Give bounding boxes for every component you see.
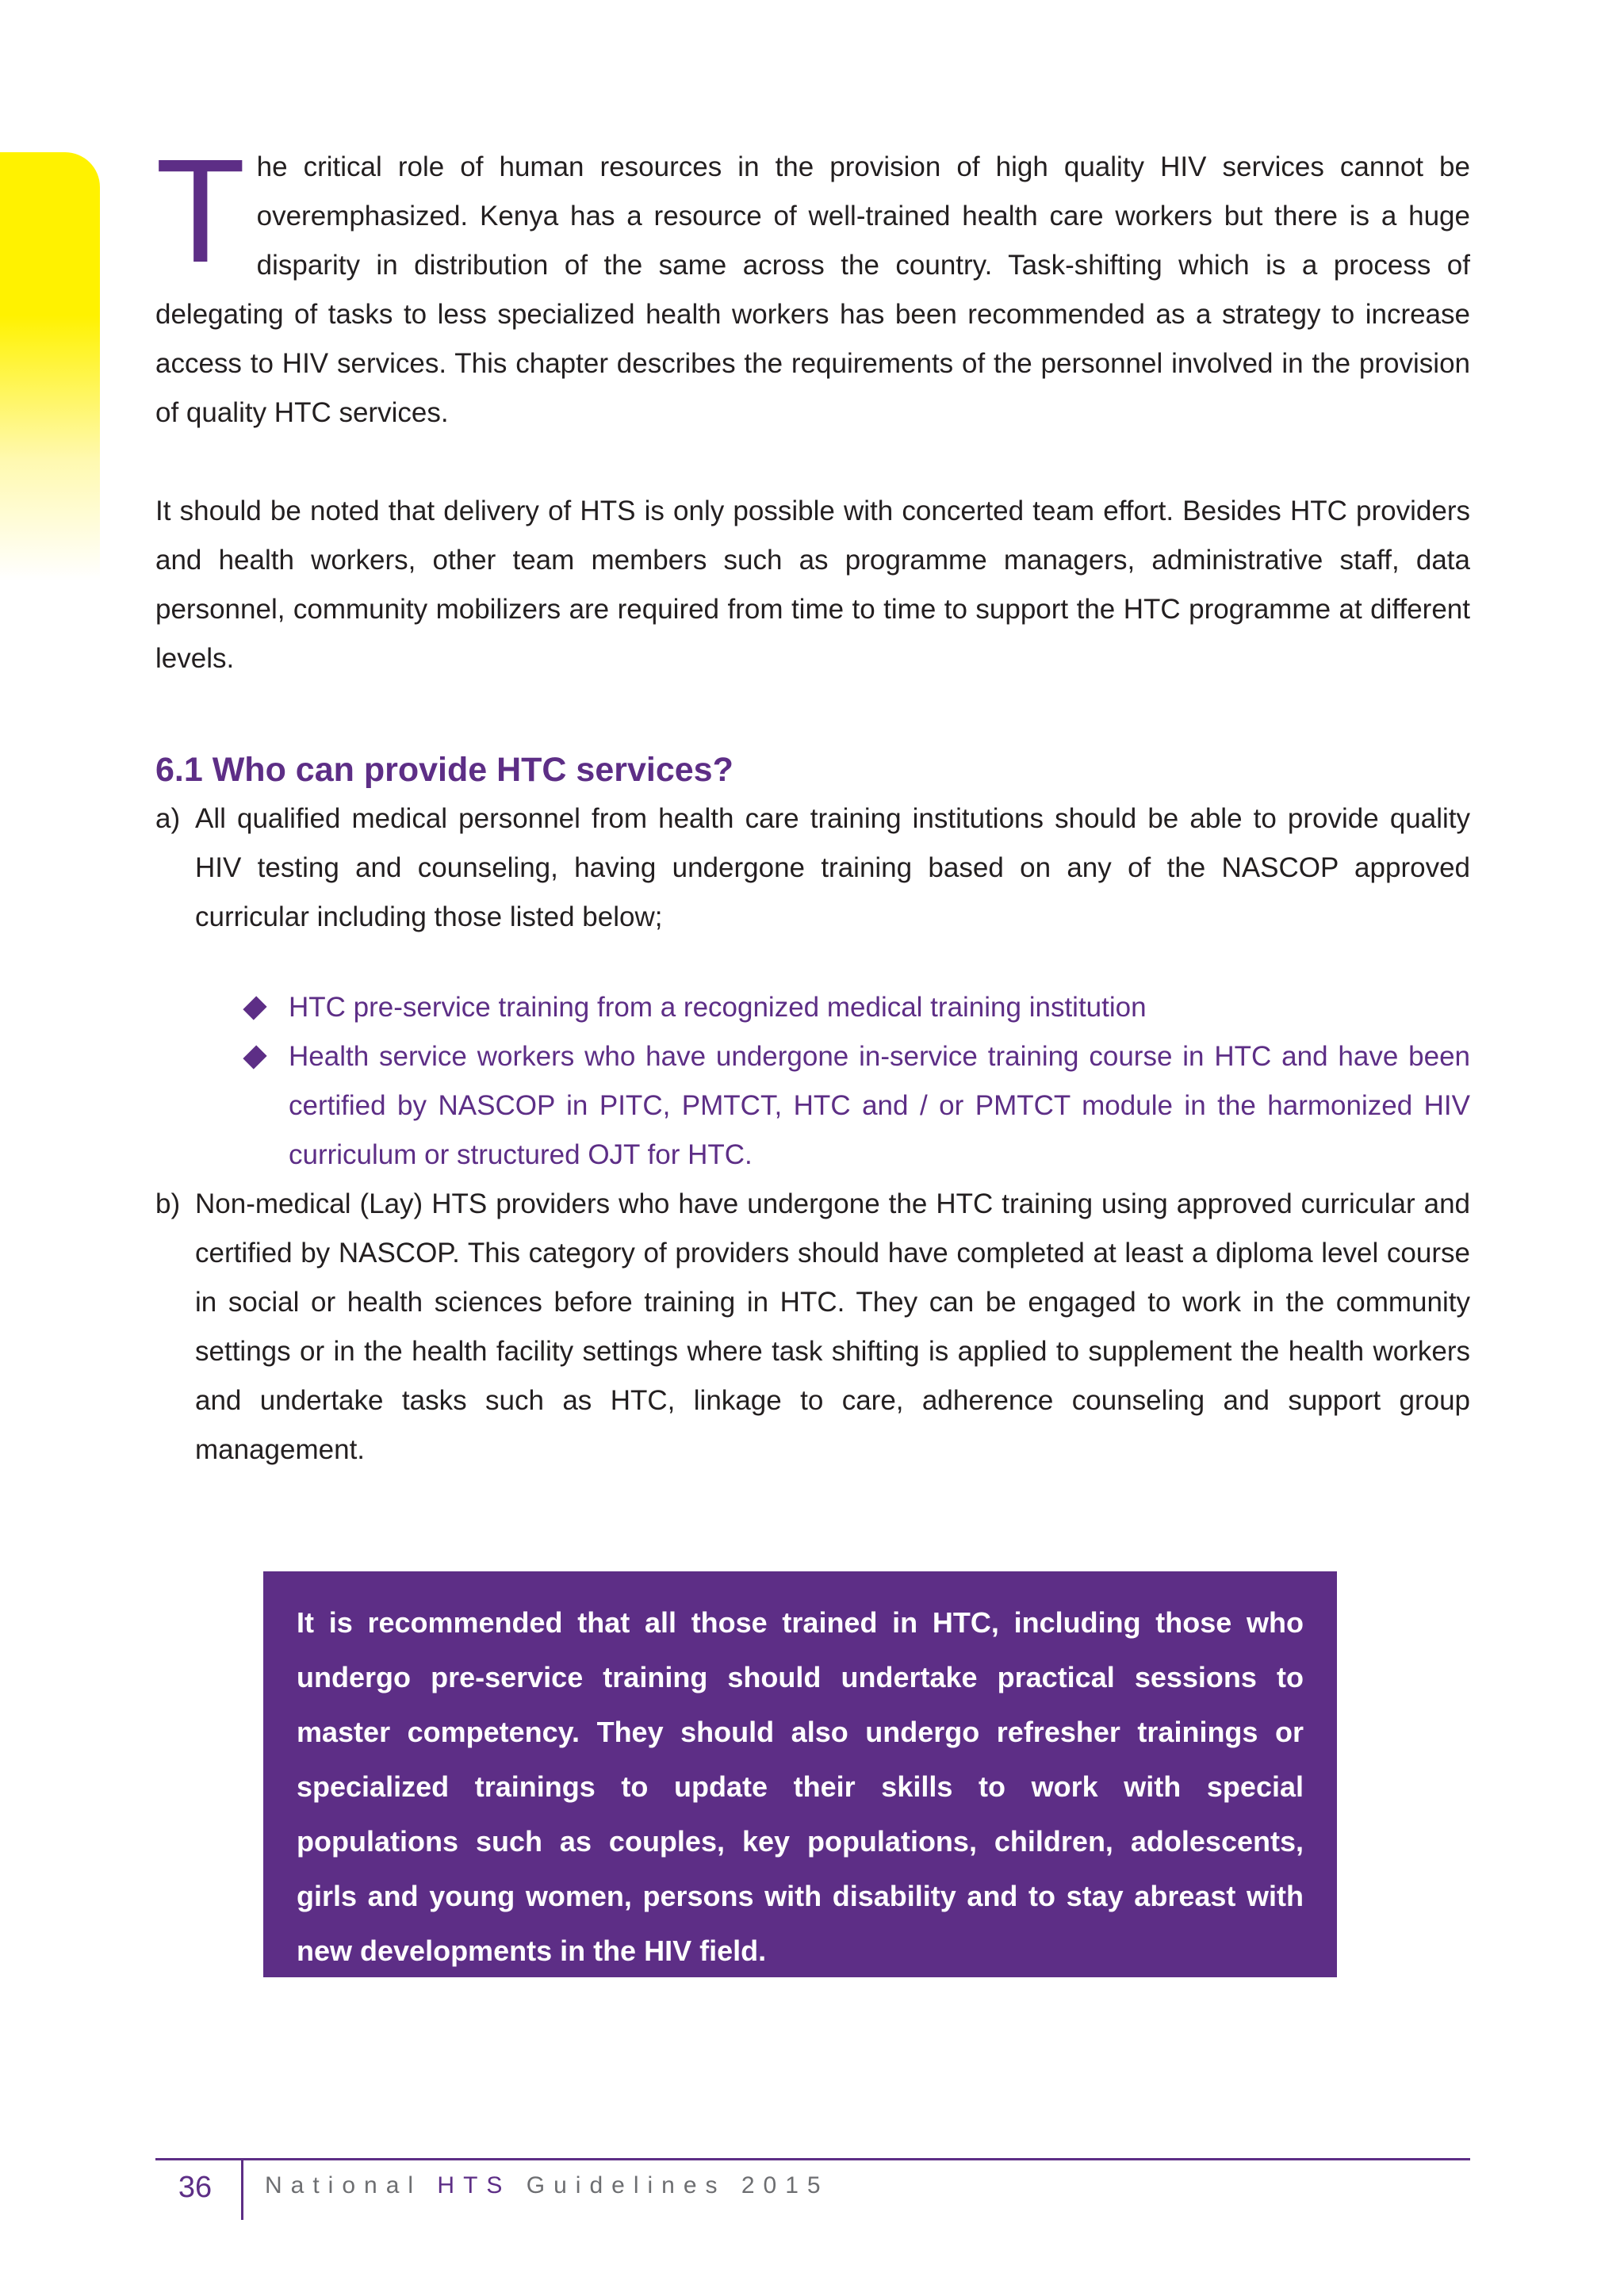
list-marker-a: a)	[155, 803, 181, 834]
bullet-text: Health service workers who have undergone in-service training course in HTC and have been certified by NASCOP in PITC, PMTCT, HTC and / or PMTCT module in the harmonized HIV curriculum or structured OJT for HTC.	[289, 1041, 1470, 1170]
drop-cap: T	[155, 129, 246, 293]
list-item-a-text: All qualified medical personnel from health care training institutions should be able to provide quality HIV testing and counseling, having undergone training based on any of the NASCOP approved curricular including those listed below;	[195, 803, 1470, 932]
diamond-bullet-icon	[243, 996, 266, 1020]
intro-paragraph-2: It should be noted that delivery of HTS is only possible with concerted team effort. Besides HTC providers and health workers, other team members such as programme managers, administrative staff, data personnel, community mobilizers are required from time to time to support the HTC programme at different levels.	[155, 496, 1470, 674]
footer-divider	[241, 2158, 243, 2220]
bullet-list	[243, 983, 1470, 1180]
list-item-b-text: Non-medical (Lay) HTS providers who have undergone the HTC training using approved curricular and certified by NASCOP. This category of providers should have completed at least a diploma level course in social or health sciences before training in HTC. They can be engaged to work in the community settings or in the health facility settings where task shifting is applied to supplement the health workers and undertake tasks such as HTC, linkage to care, adherence counseling and support group management.	[195, 1188, 1470, 1465]
footer-title-highlight: HTS	[437, 2172, 511, 2198]
callout-text: It is recommended that all those trained in HTC, including those who undergo pre-service training should undertake practical sessions to master competency. They should also undergo refresher trainings or specialized trainings to update their skills to work with special populations such as couples, key populations, children, adolescents, girls and young women, persons with disability and to stay abreast with new developments in the HIV field.	[297, 1606, 1304, 1967]
footer-title-prefix: National	[265, 2172, 423, 2198]
list-marker-b: b)	[155, 1188, 181, 1219]
footer-title-suffix: Guidelines 2015	[526, 2172, 829, 2198]
chapter-side-tab	[0, 152, 100, 580]
list-item-a	[155, 794, 1470, 942]
bullet-text: HTC pre-service training from a recognized medical training institution	[289, 992, 1147, 1023]
footer-document-title	[265, 2172, 829, 2199]
bullet-item	[243, 983, 1470, 1032]
intro-paragraph-1-text: he critical role of human resources in the provision of high quality HIV services cannot be overemphasized. Kenya has a resource of well-trained health care workers but there is a huge disparity in distribution of the same across the country. Task-shifting which is a process of delegating of tasks to less specialized health workers has been recommended as a strategy to increase access to HIV services. This chapter describes the requirements of the personnel involved in the provision of quality HTC services.	[155, 151, 1470, 428]
list-item-b	[155, 1180, 1470, 1475]
diamond-bullet-icon	[243, 1045, 266, 1069]
section-heading: 6.1 Who can provide HTC services?	[155, 751, 733, 789]
recommendation-callout-box	[263, 1571, 1337, 1977]
bullet-item	[243, 1032, 1470, 1180]
intro-paragraph-1	[155, 129, 1470, 438]
page-content	[155, 129, 1470, 1475]
footer-rule	[155, 2158, 1470, 2160]
page-number: 36	[178, 2171, 213, 2204]
